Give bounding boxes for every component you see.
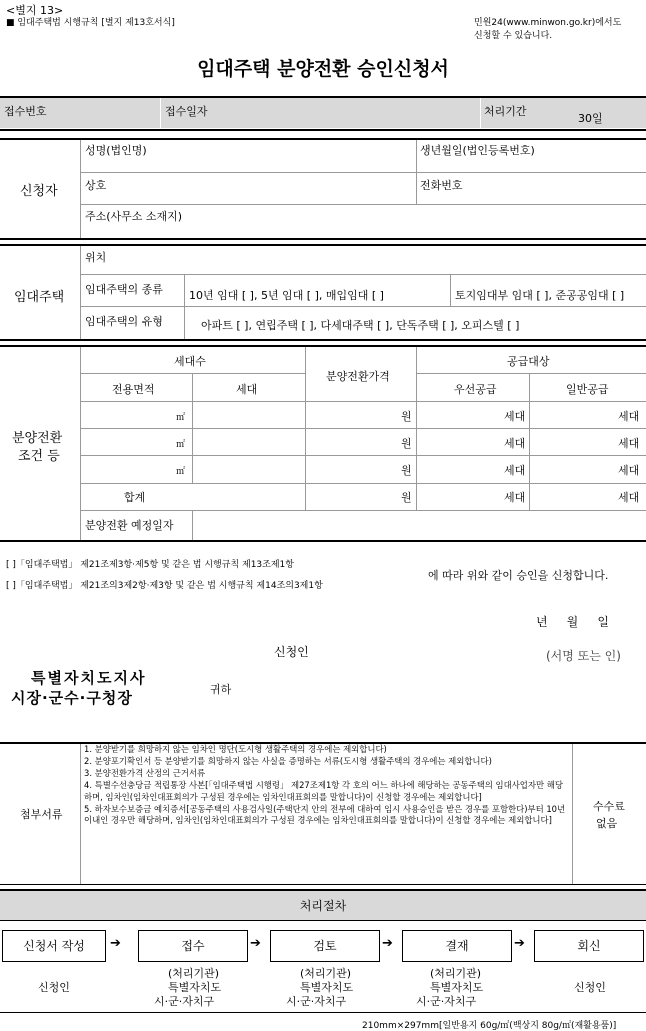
addressee-line-1: 특별자치도지사 [31,669,147,687]
attachment-item-4: 4. 특별수선충당금 적립통장 사본[「임대주택법 시행령」 제27조제1항 각 호의 어느 하나에 해당하는 공동주택의 임대사업자만 해당하며, 임차인(임차인대표회의가 구성된 경우에는 임차인대표회의를 말합니다)이 신청할 경우에는 제외합니다] [84,779,563,802]
process-actor-3-l3: 시·군·자치구 [286,995,347,1008]
applicant-address-field[interactable]: 주소(사무소 소재지) [85,210,183,223]
rental-type-label: 임대주택의 유형 [85,315,163,328]
rule-reference: ■ 임대주택법 시행규칙 [별지 제13호서식] [6,18,175,28]
arrow-icon: ➔ [514,936,525,951]
priority-supply-header: 우선공급 [454,383,497,396]
general-supply-header: 일반공급 [566,383,609,396]
rental-section-label: 임대주택 [14,290,65,305]
supply-header: 공급대상 [507,355,550,368]
rental-type-options[interactable]: 아파트 [ ], 연립주택 [ ], 다세대주택 [ ], 단독주택 [ ], 오피스텔 [ ] [201,319,520,332]
area-header: 전용면적 [112,383,155,396]
row2-won: 원 [401,437,412,450]
process-title: 처리절차 [299,899,347,913]
declaration-applicant: 신청인 [274,645,309,659]
total-won: 원 [401,491,412,504]
addressee-line-2: 시장·군수·구청장 [11,689,133,707]
total-label: 합계 [124,491,146,504]
minwon-notice-2: 신청할 수 있습니다. [474,31,553,41]
process-actor-4-l2: 특별자치도 [430,981,484,994]
processing-period-value: 30일 [578,112,603,125]
row3-priority-unit: 세대 [504,464,526,477]
paper-spec-footer: 210mm×297mm[일반용지 60g/㎡(백상지 80g/㎡(재활용품)] [362,1021,617,1031]
fee-label: 수수료 [593,800,625,813]
conversion-section-label-1: 분양전환 [12,431,63,446]
process-step-5: 회신 [534,930,644,962]
rental-kind-options-2[interactable]: 토지임대부 임대 [ ], 준공공임대 [ ] [455,289,625,302]
total-priority-unit: 세대 [504,491,526,504]
applicant-name-field[interactable]: 성명(법인명) [85,144,147,157]
process-actor-5: 신청인 [574,981,606,994]
attachments-label: 첨부서류 [20,808,63,821]
process-actor-3-l1: (처리기관) [300,967,352,980]
row1-general-unit: 세대 [618,410,640,423]
process-actor-3-l2: 특별자치도 [300,981,354,994]
process-actor-2-l2: 특별자치도 [168,981,222,994]
applicant-phone-field[interactable]: 전화번호 [420,179,463,192]
attachment-item-5: 5. 하자보수보증금 예치증서[공동주택의 사용검사일(주택단지 안의 전부에 대하여 임시 사용승인을 받은 경우를 포함한다)부터 10년 이내인 경우만 해당하며, 임차인(임차인대표회의가 구성된 경우에는 임차인대표회의를 말합니다)이 신청할 경우에는 제외합니다] [84,803,566,826]
process-actor-2-l1: (처리기관) [168,967,220,980]
arrow-icon: ➔ [382,936,393,951]
process-actor-2-l3: 시·군·자치구 [154,995,215,1008]
declaration-date[interactable]: 년 월 일 [536,615,609,629]
page-title: 임대주택 분양전환 승인신청서 [197,58,449,80]
minwon-notice-1: 민원24(www.minwon.go.kr)에서도 [474,18,622,28]
process-step-1: 신청서 작성 [2,930,106,962]
process-actor-4-l3: 시·군·자치구 [416,995,477,1008]
receipt-number-label: 접수번호 [4,105,47,118]
attachment-item-2: 2. 분양포기확인서 등 분양받기를 희망하지 않는 사실을 증명하는 서류(도시형 생활주택의 경우에는 제외합니다) [84,755,492,766]
rental-kind-label: 임대주택의 종류 [85,283,163,296]
declaration-option-1[interactable]: [ ]「임대주택법」 제21조제3항·제5항 및 같은 법 시행규칙 제13조제1항 [6,560,294,570]
row1-won: 원 [401,410,412,423]
applicant-trade-field[interactable]: 상호 [85,179,107,192]
attachment-item-1: 1. 분양받기를 희망하지 않는 임차인 명단(도시형 생활주택의 경우에는 제외합니다) [84,744,387,754]
households-header: 세대수 [174,355,206,368]
row1-priority-unit: 세대 [504,410,526,423]
process-step-2: 접수 [138,930,248,962]
row1-sqm: ㎡ [176,413,186,423]
form-number: <별지 13> [6,4,64,17]
attachments-list [84,744,568,827]
receipt-date-label: 접수일자 [165,105,208,118]
declaration-option-2[interactable]: [ ]「임대주택법」 제21조의3제2항·제3항 및 같은 법 시행규칙 제14조의3제1항 [6,581,323,591]
processing-period-label: 처리기간 [484,105,527,118]
rental-kind-options[interactable]: 10년 임대 [ ], 5년 임대 [ ], 매입임대 [ ] [189,289,384,302]
row2-general-unit: 세대 [618,437,640,450]
price-header: 분양전환가격 [326,370,390,383]
arrow-icon: ➔ [250,936,261,951]
rental-location-field[interactable]: 위치 [85,251,107,264]
declaration-sign[interactable]: (서명 또는 인) [546,649,621,663]
attachment-item-3: 3. 분양전환가격 산정의 근거서류 [84,767,206,778]
planned-date-label: 분양전환 예정일자 [85,519,174,532]
process-actor-1: 신청인 [38,981,70,994]
applicant-section-label: 신청자 [20,184,58,199]
row3-won: 원 [401,464,412,477]
row2-priority-unit: 세대 [504,437,526,450]
units-header: 세대 [236,383,258,396]
declaration-tail: 에 따라 위와 같이 승인을 신청합니다. [428,569,609,582]
addressee-honorific: 귀하 [210,683,232,696]
process-step-4: 결재 [402,930,512,962]
applicant-birth-field[interactable]: 생년월일(법인등록번호) [420,144,535,157]
total-general-unit: 세대 [618,491,640,504]
arrow-icon: ➔ [110,936,121,951]
row3-general-unit: 세대 [618,464,640,477]
row3-sqm: ㎡ [176,467,186,477]
row2-sqm: ㎡ [176,440,186,450]
fee-value: 없음 [596,817,618,830]
process-step-3: 검토 [270,930,380,962]
process-actor-4-l1: (처리기관) [430,967,482,980]
conversion-section-label-2: 조건 등 [18,449,60,464]
